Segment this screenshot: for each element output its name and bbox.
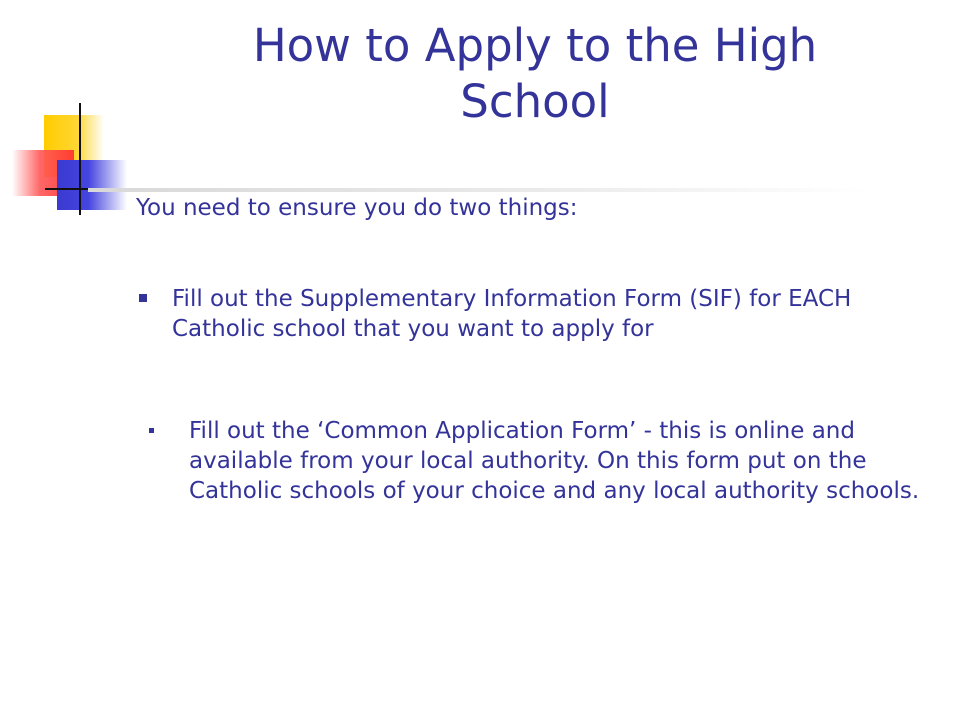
title-rule bbox=[88, 188, 868, 192]
bullet-marker bbox=[139, 294, 147, 302]
intro-text: You need to ensure you do two things: bbox=[136, 195, 578, 221]
corner-decoration bbox=[0, 0, 140, 220]
bullet-item-common-application: Fill out the ‘Common Application Form’ - this is online and available from your local authority. On this form put on the Catholic schools of your choice and any local authority schools. bbox=[189, 418, 920, 504]
bullet-item-sif: Fill out the Supplementary Information Form (SIF) for EACH Catholic school that you want to apply for bbox=[172, 286, 852, 342]
slide-title: How to Apply to the High School bbox=[252, 19, 818, 128]
bullet-marker bbox=[149, 428, 154, 433]
blue-square-decoration bbox=[57, 160, 127, 210]
vertical-line-decoration bbox=[79, 103, 81, 215]
